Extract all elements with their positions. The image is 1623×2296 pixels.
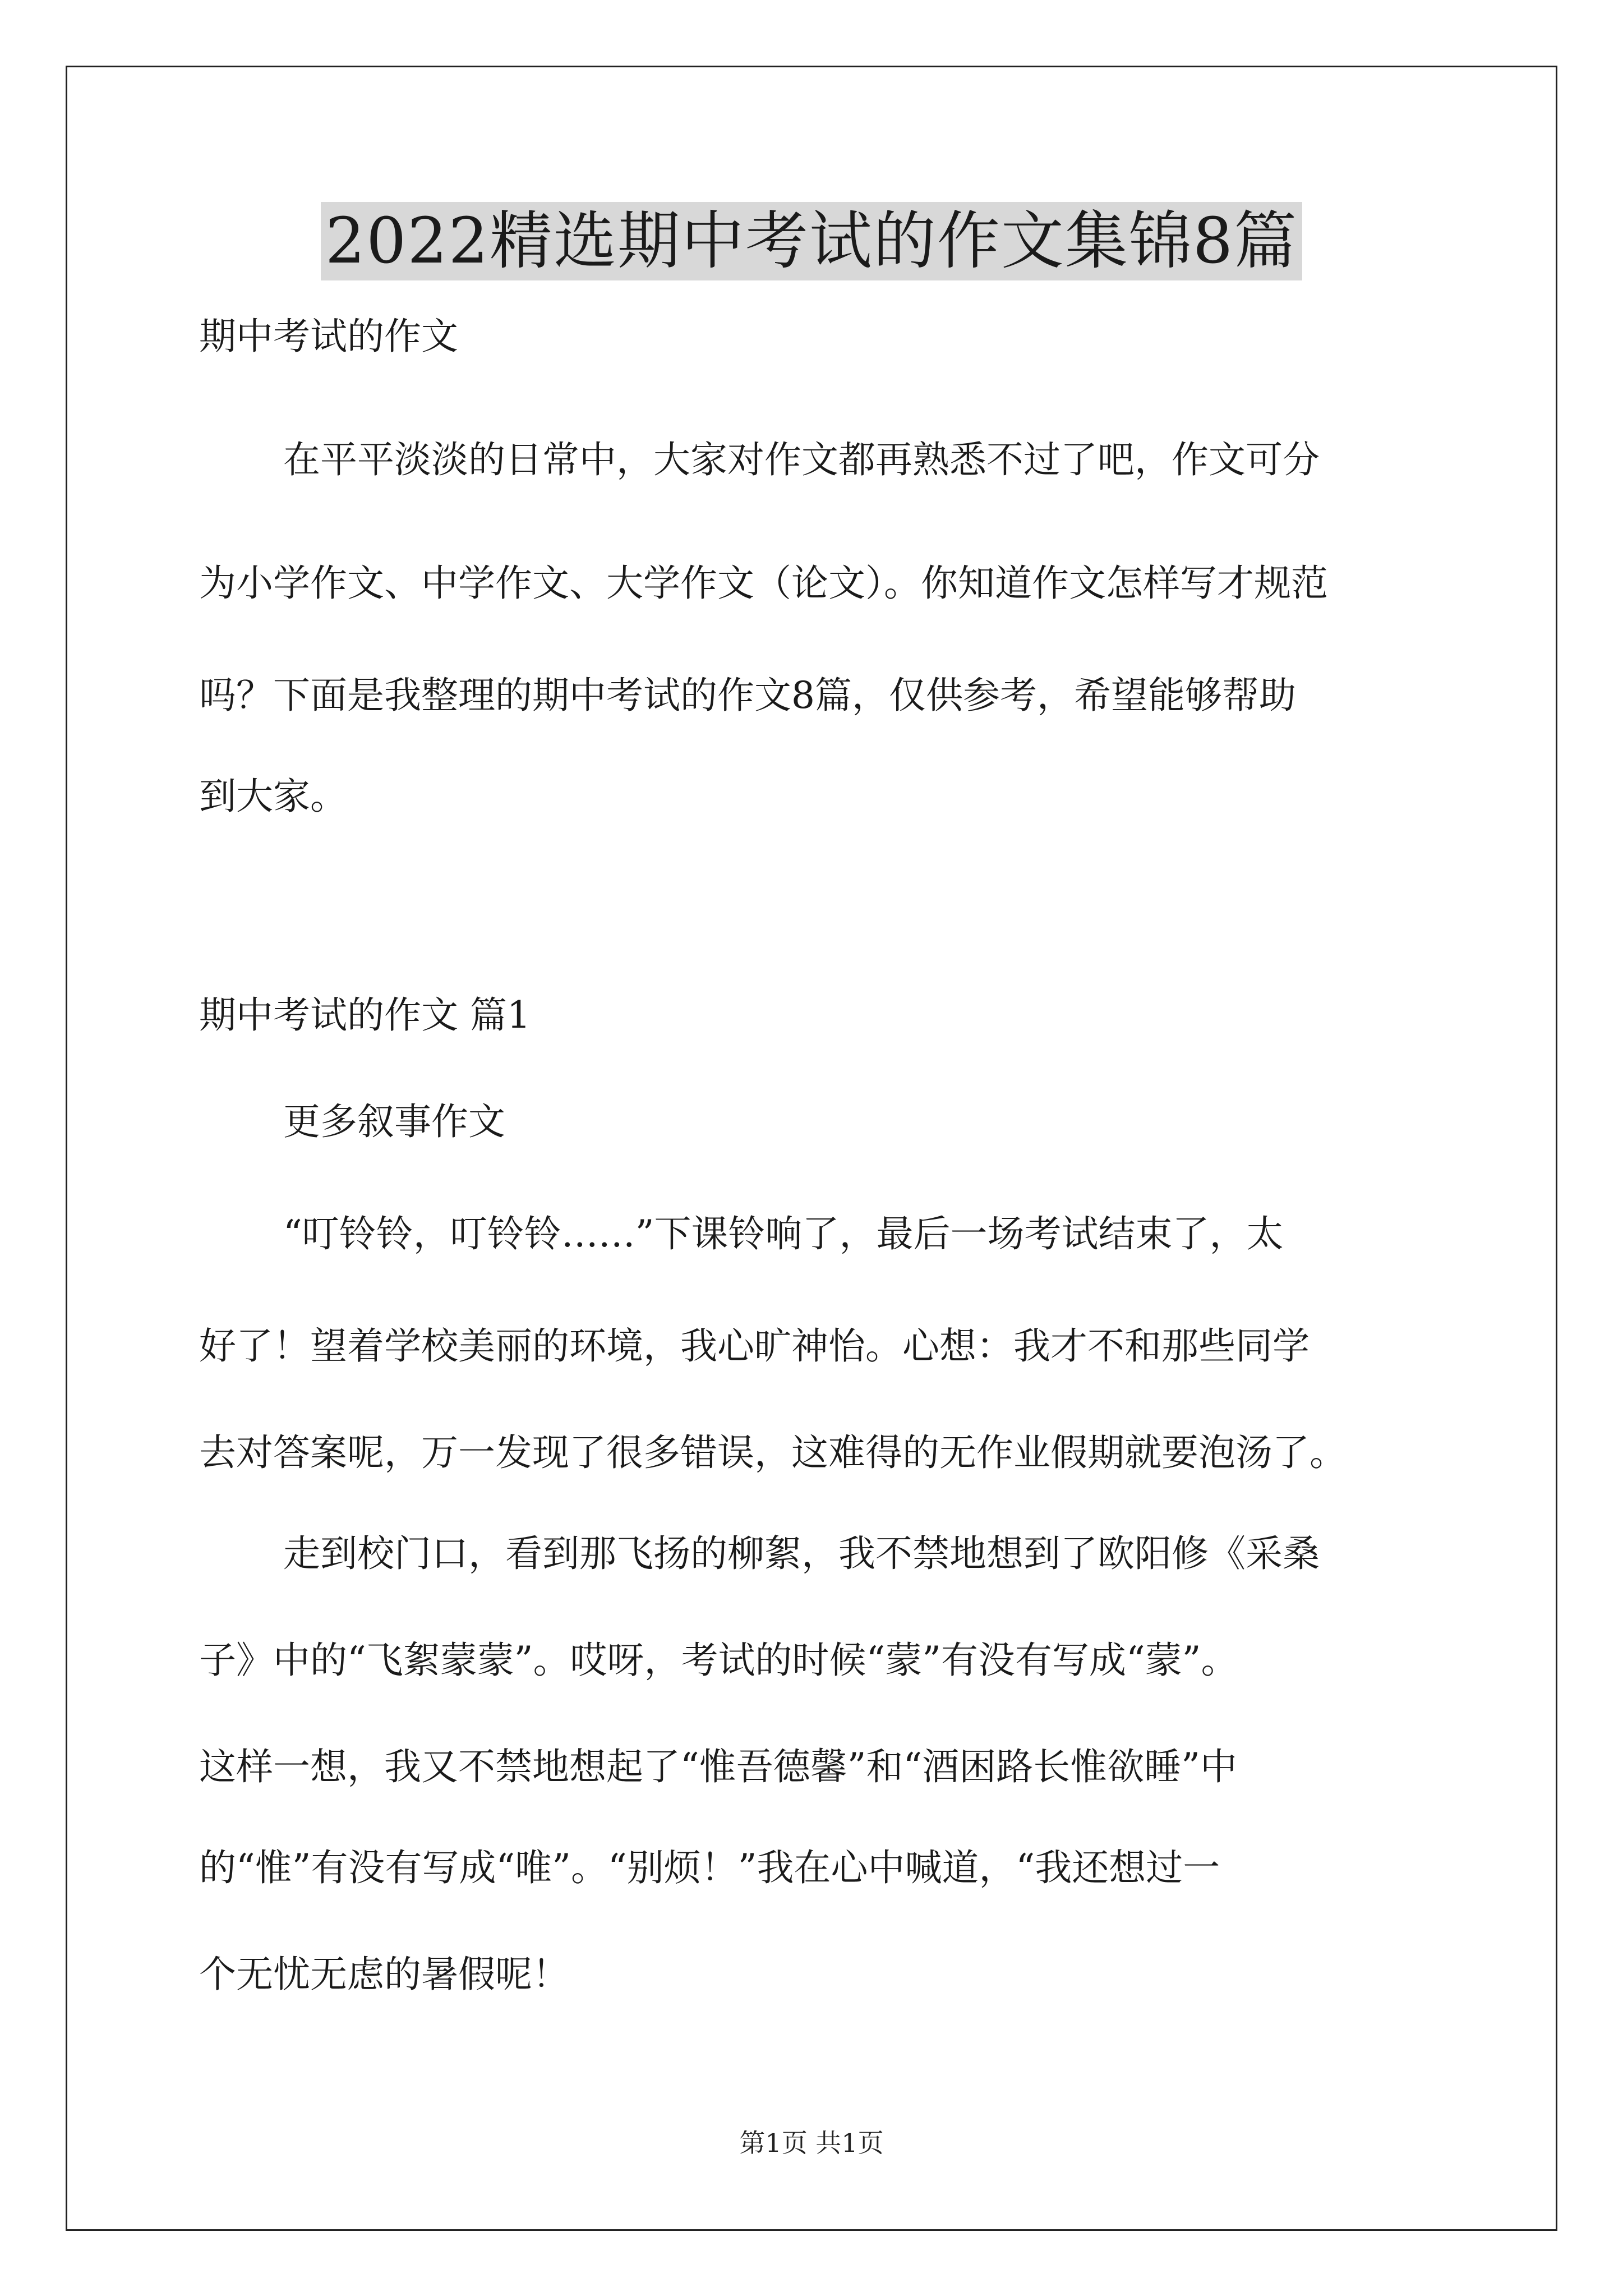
paragraph-line: “叮铃铃，叮铃铃……”下课铃响了，最后一场考试结束了，太 — [283, 1212, 1284, 1255]
paragraph-line: 吗？下面是我整理的期中考试的作文8篇，仅供参考，希望能够帮助 — [199, 674, 1296, 717]
section-heading: 期中考试的作文 — [199, 315, 458, 358]
document-title: 2022精选期中考试的作文集锦8篇 — [321, 202, 1302, 280]
paragraph-line: 的“惟”有没有写成“唯”。“别烦！”我在心中喊道，“我还想过一 — [199, 1846, 1220, 1889]
paragraph-line: 好了！望着学校美丽的环境，我心旷神怡。心想：我才不和那些同学 — [199, 1324, 1310, 1368]
paragraph-line: 在平平淡淡的日常中，大家对作文都再熟悉不过了吧，作文可分 — [283, 438, 1320, 481]
paragraph-line: 去对答案呢，万一发现了很多错误，这难得的无作业假期就要泡汤了。 — [199, 1431, 1347, 1474]
paragraph-line: 为小学作文、中学作文、大学作文（论文）。你知道作文怎样写才规范 — [199, 562, 1328, 605]
section-heading: 期中考试的作文 篇1 — [199, 993, 531, 1037]
title-container — [0, 202, 1623, 280]
paragraph-line: 到大家。 — [199, 775, 347, 818]
paragraph-line: 走到校门口，看到那飞扬的柳絮，我不禁地想到了欧阳修《采桑 — [283, 1532, 1320, 1575]
paragraph-line: 子》中的“飞絮蒙蒙”。哎呀，考试的时候“蒙”有没有写成“蒙”。 — [199, 1639, 1238, 1682]
page-footer: 第1页 共1页 — [739, 2128, 884, 2158]
paragraph-line: 更多叙事作文 — [283, 1100, 505, 1143]
page-border — [66, 66, 1557, 2231]
paragraph-line: 这样一想，我又不禁地想起了“惟吾德馨”和“酒困路长惟欲睡”中 — [199, 1745, 1237, 1788]
paragraph-line: 个无忧无虑的暑假呢！ — [199, 1953, 569, 1996]
